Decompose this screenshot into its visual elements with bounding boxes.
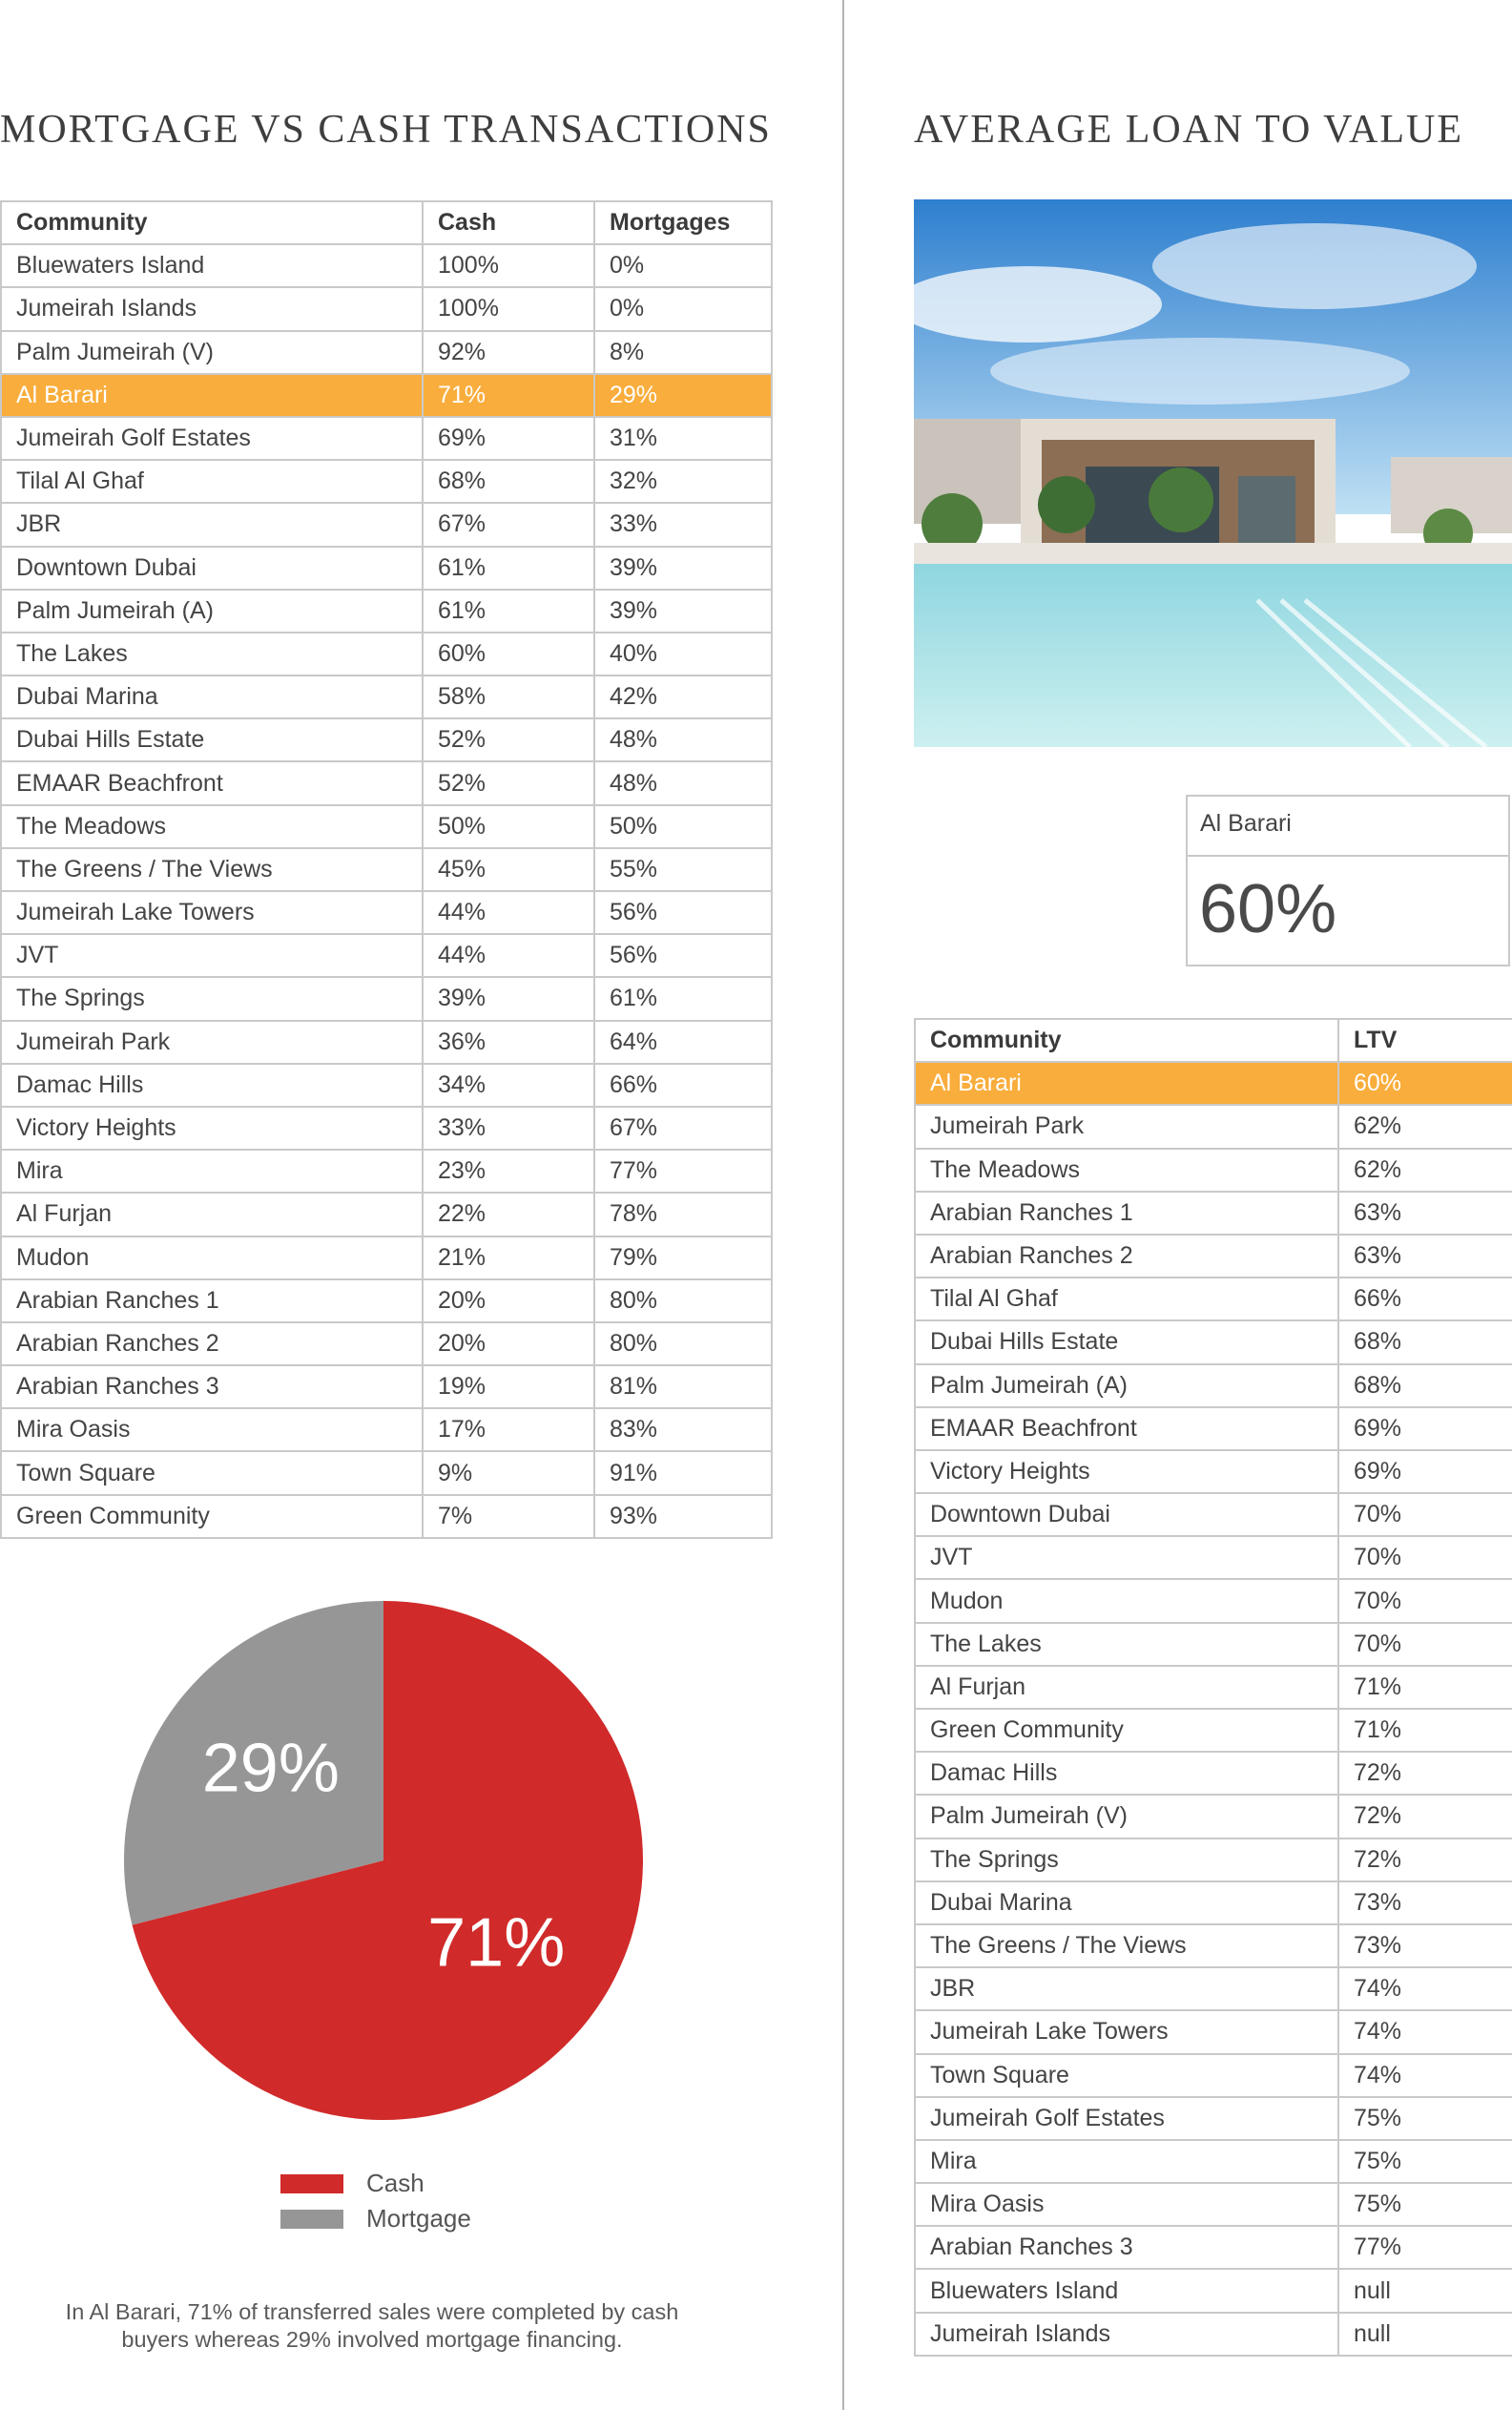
table-row (915, 1623, 1512, 1666)
mortgage-table-cell-0: Tilal Al Ghaf (1, 460, 423, 503)
ltv-table-cell-1: 77% (1338, 2226, 1512, 2269)
mortgage-table-cell-1: 22% (423, 1193, 594, 1236)
table-row (915, 1407, 1512, 1450)
mortgage-table-cell-2: 78% (594, 1193, 772, 1236)
legend-item-mortgage (280, 2201, 471, 2236)
mortgage-table-cell-0: Arabian Ranches 1 (1, 1279, 423, 1322)
table-header-row (1, 201, 772, 244)
ltv-table-cell-0: JVT (915, 1536, 1338, 1579)
mortgage-table-cell-2: 42% (594, 675, 772, 718)
ltv-table-cell-1: 71% (1338, 1666, 1512, 1709)
cash-mortgage-pie-chart (122, 1599, 645, 2122)
mortgage-table-cell-2: 81% (594, 1365, 772, 1408)
ltv-table-cell-0: The Lakes (915, 1623, 1338, 1666)
mortgage-table-cell-0: Downtown Dubai (1, 547, 423, 590)
pie-label-mortgage: 29% (201, 1730, 340, 1807)
mortgage-table-cell-1: 20% (423, 1322, 594, 1365)
table-row (915, 1967, 1512, 2010)
mortgage-table-cell-0: Dubai Hills Estate (1, 718, 423, 761)
table-row (915, 1364, 1512, 1407)
table-row (915, 1235, 1512, 1278)
ltv-table-cell-1: 68% (1338, 1320, 1512, 1363)
mortgage-table-cell-2: 80% (594, 1322, 772, 1365)
mortgage-table-cell-2: 0% (594, 287, 772, 330)
mortgage-table-cell-1: 92% (423, 331, 594, 374)
ltv-table-cell-1: null (1338, 2269, 1512, 2312)
mortgage-table-cell-1: 52% (423, 761, 594, 804)
mortgage-table-cell-0: Jumeirah Park (1, 1021, 423, 1064)
mortgage-table-cell-2: 83% (594, 1408, 772, 1451)
ltv-table-cell-0: Damac Hills (915, 1752, 1338, 1795)
mortgage-table-cell-2: 64% (594, 1021, 772, 1064)
mortgage-table-cell-1: 39% (423, 977, 594, 1020)
ltv-table (914, 1018, 1512, 2357)
ltv-card-value: 60% (1199, 871, 1337, 947)
table-row (1, 417, 772, 460)
table-row (915, 1924, 1512, 1967)
mortgage-table-cell-0: Arabian Ranches 2 (1, 1322, 423, 1365)
ltv-table-cell-1: 71% (1338, 1709, 1512, 1752)
mortgage-table-cell-1: 19% (423, 1365, 594, 1408)
mortgage-table-cell-2: 56% (594, 934, 772, 977)
mortgage-table-cell-2: 66% (594, 1064, 772, 1107)
table-row (915, 1493, 1512, 1536)
mortgage-table-cell-0: Green Community (1, 1495, 423, 1538)
table-row (915, 2140, 1512, 2183)
mortgage-table-cell-0: Jumeirah Golf Estates (1, 417, 423, 460)
mortgage-table-cell-0: Damac Hills (1, 1064, 423, 1107)
ltv-table-cell-1: 73% (1338, 1924, 1512, 1967)
ltv-table-cell-1: 72% (1338, 1839, 1512, 1881)
mortgage-table-cell-0: JBR (1, 503, 423, 546)
legend-swatch-cash (280, 2174, 343, 2193)
mortgage-table-cell-0: Arabian Ranches 3 (1, 1365, 423, 1408)
table-row (1, 934, 772, 977)
table-row (915, 2183, 1512, 2226)
mortgage-table-cell-2: 48% (594, 718, 772, 761)
table-row (1, 1322, 772, 1365)
ltv-table-cell-1: 72% (1338, 1795, 1512, 1838)
table-row (915, 1752, 1512, 1795)
ltv-table-cell-1: 60% (1338, 1062, 1512, 1105)
ltv-table-cell-0: Bluewaters Island (915, 2269, 1338, 2312)
table-row (915, 1278, 1512, 1320)
ltv-table-cell-1: null (1338, 2313, 1512, 2356)
ltv-table-cell-0: Arabian Ranches 1 (915, 1192, 1338, 1235)
table-row (915, 2010, 1512, 2053)
mortgage-table-cell-0: Town Square (1, 1451, 423, 1494)
ltv-table-cell-0: Mudon (915, 1579, 1338, 1622)
mortgage-table-cell-1: 50% (423, 805, 594, 848)
ltv-table-cell-0: Downtown Dubai (915, 1493, 1338, 1536)
mortgage-table-cell-2: 39% (594, 547, 772, 590)
al-barari-ltv-card (1186, 795, 1510, 966)
mortgage-table-cell-2: 91% (594, 1451, 772, 1494)
mortgage-table-cell-0: The Greens / The Views (1, 848, 423, 891)
table-row (915, 1105, 1512, 1148)
table-row (1, 891, 772, 934)
table-row (1, 1408, 772, 1451)
table-row (1, 287, 772, 330)
ltv-table-cell-0: Dubai Marina (915, 1881, 1338, 1924)
mortgage-table-cell-1: 68% (423, 460, 594, 503)
mortgage-table-cell-0: Al Furjan (1, 1193, 423, 1236)
mortgage-table-cell-0: Al Barari (1, 374, 423, 417)
mortgage-table-cell-2: 50% (594, 805, 772, 848)
ltv-table-cell-0: Mira (915, 2140, 1338, 2183)
table-row (1, 633, 772, 675)
ltv-table-cell-0: JBR (915, 1967, 1338, 2010)
villa-pool-photo (914, 199, 1512, 747)
ltv-table-cell-0: Mira Oasis (915, 2183, 1338, 2226)
mortgage-table-cell-2: 56% (594, 891, 772, 934)
table-row (915, 1192, 1512, 1235)
ltv-table-cell-1: 74% (1338, 2010, 1512, 2053)
mortgage-table-cell-1: 61% (423, 590, 594, 633)
table-row (915, 1450, 1512, 1493)
ltv-table-cell-0: The Springs (915, 1839, 1338, 1881)
mortgage-table-cell-2: 55% (594, 848, 772, 891)
mortgage-table-cell-0: Victory Heights (1, 1107, 423, 1150)
mortgage-table-cell-0: Jumeirah Islands (1, 287, 423, 330)
table-row (1, 374, 772, 417)
ltv-table-cell-0: Al Barari (915, 1062, 1338, 1105)
table-row (915, 1536, 1512, 1579)
table-row (1, 460, 772, 503)
mortgage-table-cell-2: 31% (594, 417, 772, 460)
average-ltv-title: AVERAGE LOAN TO VALUE (914, 108, 1463, 152)
ltv-table-cell-1: 70% (1338, 1579, 1512, 1622)
table-row (1, 1107, 772, 1150)
mortgage-table-cell-2: 29% (594, 374, 772, 417)
mortgage-table-cell-0: The Lakes (1, 633, 423, 675)
table-row (915, 2054, 1512, 2097)
mortgage-vs-cash-title: MORTGAGE VS CASH TRANSACTIONS (0, 108, 772, 152)
mortgage-table-cell-1: 60% (423, 633, 594, 675)
ltv-table-cell-0: Palm Jumeirah (A) (915, 1364, 1338, 1407)
pie-label-cash: 71% (427, 1904, 566, 1982)
ltv-table-cell-1: 72% (1338, 1752, 1512, 1795)
mortgage-table-cell-2: 40% (594, 633, 772, 675)
mortgage-table-cell-0: JVT (1, 934, 423, 977)
legend-label-mortgage: Mortgage (366, 2204, 471, 2233)
table-row (915, 2097, 1512, 2140)
mortgage-table-cell-2: 80% (594, 1279, 772, 1322)
legend-label-cash: Cash (366, 2169, 425, 2197)
ltv-table-cell-1: 69% (1338, 1407, 1512, 1450)
mortgage-table-cell-1: 9% (423, 1451, 594, 1494)
column-header-community: Community (915, 1019, 1338, 1062)
ltv-table-cell-0: Jumeirah Golf Estates (915, 2097, 1338, 2140)
mortgage-table-cell-1: 44% (423, 934, 594, 977)
pie-legend (280, 2166, 471, 2236)
column-divider (842, 0, 844, 2410)
mortgage-table-cell-1: 34% (423, 1064, 594, 1107)
ltv-table-cell-1: 74% (1338, 1967, 1512, 2010)
ltv-table-cell-1: 75% (1338, 2097, 1512, 2140)
mortgage-table-cell-1: 23% (423, 1150, 594, 1193)
table-row (1, 1193, 772, 1236)
legend-item-cash (280, 2166, 471, 2201)
table-row (1, 805, 772, 848)
ltv-table-cell-0: Al Furjan (915, 1666, 1338, 1709)
column-header-cash: Cash (423, 201, 594, 244)
mortgage-table-cell-0: Jumeirah Lake Towers (1, 891, 423, 934)
mortgage-table-cell-1: 67% (423, 503, 594, 546)
mortgage-table-cell-2: 48% (594, 761, 772, 804)
ltv-table-cell-0: Jumeirah Lake Towers (915, 2010, 1338, 2053)
table-header-row (915, 1019, 1512, 1062)
mortgage-table-cell-0: The Springs (1, 977, 423, 1020)
mortgage-table-cell-0: Palm Jumeirah (V) (1, 331, 423, 374)
mortgage-table-cell-2: 33% (594, 503, 772, 546)
table-row (1, 675, 772, 718)
table-row (915, 2226, 1512, 2269)
table-row (1, 331, 772, 374)
mortgage-table-cell-0: The Meadows (1, 805, 423, 848)
ltv-table-cell-1: 70% (1338, 1536, 1512, 1579)
ltv-table-cell-1: 70% (1338, 1623, 1512, 1666)
column-header-mortgages: Mortgages (594, 201, 772, 244)
mortgage-table-cell-1: 61% (423, 547, 594, 590)
mortgage-table-cell-1: 33% (423, 1107, 594, 1150)
table-row (1, 1451, 772, 1494)
legend-swatch-mortgage (280, 2210, 343, 2229)
mortgage-table-cell-2: 39% (594, 590, 772, 633)
table-row (1, 1365, 772, 1408)
mortgage-table-cell-2: 61% (594, 977, 772, 1020)
table-row (1, 1236, 772, 1279)
mortgage-table-cell-0: Mira Oasis (1, 1408, 423, 1451)
ltv-table-cell-1: 73% (1338, 1881, 1512, 1924)
table-row (915, 1320, 1512, 1363)
mortgage-table-cell-1: 20% (423, 1279, 594, 1322)
mortgage-table-cell-2: 0% (594, 244, 772, 287)
ltv-table-cell-0: Dubai Hills Estate (915, 1320, 1338, 1363)
ltv-table-cell-1: 63% (1338, 1192, 1512, 1235)
ltv-table-cell-1: 74% (1338, 2054, 1512, 2097)
table-row (915, 1579, 1512, 1622)
mortgage-vs-cash-table (0, 200, 773, 1539)
table-row (1, 1495, 772, 1538)
mortgage-table-cell-0: Mudon (1, 1236, 423, 1279)
ltv-table-cell-1: 62% (1338, 1149, 1512, 1192)
ltv-table-cell-0: Jumeirah Islands (915, 2313, 1338, 2356)
mortgage-table-cell-1: 21% (423, 1236, 594, 1279)
mortgage-table-cell-0: Bluewaters Island (1, 244, 423, 287)
mortgage-table-cell-1: 36% (423, 1021, 594, 1064)
mortgage-table-cell-1: 44% (423, 891, 594, 934)
table-row (915, 2313, 1512, 2356)
ltv-table-cell-0: The Greens / The Views (915, 1924, 1338, 1967)
mortgage-table-cell-1: 71% (423, 374, 594, 417)
ltv-table-cell-0: Arabian Ranches 2 (915, 1235, 1338, 1278)
mortgage-table-cell-2: 93% (594, 1495, 772, 1538)
column-header-community: Community (1, 201, 423, 244)
mortgage-table-cell-2: 79% (594, 1236, 772, 1279)
ltv-table-cell-0: Victory Heights (915, 1450, 1338, 1493)
table-row (1, 848, 772, 891)
ltv-table-cell-1: 62% (1338, 1105, 1512, 1148)
mortgage-table-cell-0: EMAAR Beachfront (1, 761, 423, 804)
mortgage-table-cell-1: 7% (423, 1495, 594, 1538)
table-row (1, 977, 772, 1020)
ltv-table-cell-1: 75% (1338, 2140, 1512, 2183)
table-row (1, 1279, 772, 1322)
table-row (915, 1709, 1512, 1752)
table-row (1, 590, 772, 633)
column-header-ltv: LTV (1338, 1019, 1512, 1062)
mortgage-table-cell-1: 69% (423, 417, 594, 460)
mortgage-table-cell-0: Palm Jumeirah (A) (1, 590, 423, 633)
pie-caption: In Al Barari, 71% of transferred sales were completed by cash buyers whereas 29% involved mortgage financing. (65, 2298, 679, 2352)
table-row (1, 761, 772, 804)
mortgage-table-cell-1: 45% (423, 848, 594, 891)
table-row (915, 1881, 1512, 1924)
ltv-card-label: Al Barari (1188, 797, 1508, 857)
table-row (915, 2269, 1512, 2312)
ltv-table-cell-0: The Meadows (915, 1149, 1338, 1192)
mortgage-table-cell-1: 52% (423, 718, 594, 761)
ltv-table-cell-1: 68% (1338, 1364, 1512, 1407)
table-row (915, 1149, 1512, 1192)
table-row (1, 547, 772, 590)
table-row (1, 1064, 772, 1107)
ltv-table-cell-0: Arabian Ranches 3 (915, 2226, 1338, 2269)
mortgage-table-cell-2: 8% (594, 331, 772, 374)
ltv-table-cell-0: Palm Jumeirah (V) (915, 1795, 1338, 1838)
ltv-table-cell-0: EMAAR Beachfront (915, 1407, 1338, 1450)
ltv-table-cell-1: 66% (1338, 1278, 1512, 1320)
table-row (915, 1666, 1512, 1709)
mortgage-table-cell-1: 17% (423, 1408, 594, 1451)
table-row (1, 718, 772, 761)
mortgage-table-cell-2: 67% (594, 1107, 772, 1150)
ltv-table-cell-0: Town Square (915, 2054, 1338, 2097)
table-row (915, 1795, 1512, 1838)
mortgage-table-cell-1: 58% (423, 675, 594, 718)
table-row (1, 244, 772, 287)
mortgage-table-cell-1: 100% (423, 244, 594, 287)
mortgage-table-cell-2: 32% (594, 460, 772, 503)
ltv-table-cell-0: Jumeirah Park (915, 1105, 1338, 1148)
mortgage-table-cell-1: 100% (423, 287, 594, 330)
table-row (1, 503, 772, 546)
ltv-table-cell-1: 63% (1338, 1235, 1512, 1278)
ltv-table-cell-1: 69% (1338, 1450, 1512, 1493)
table-row (1, 1021, 772, 1064)
ltv-table-cell-1: 75% (1338, 2183, 1512, 2226)
ltv-table-cell-0: Tilal Al Ghaf (915, 1278, 1338, 1320)
table-row (915, 1062, 1512, 1105)
table-row (1, 1150, 772, 1193)
mortgage-table-cell-2: 77% (594, 1150, 772, 1193)
table-row (915, 1839, 1512, 1881)
mortgage-table-cell-0: Dubai Marina (1, 675, 423, 718)
ltv-table-cell-0: Green Community (915, 1709, 1338, 1752)
mortgage-table-cell-0: Mira (1, 1150, 423, 1193)
ltv-table-cell-1: 70% (1338, 1493, 1512, 1536)
